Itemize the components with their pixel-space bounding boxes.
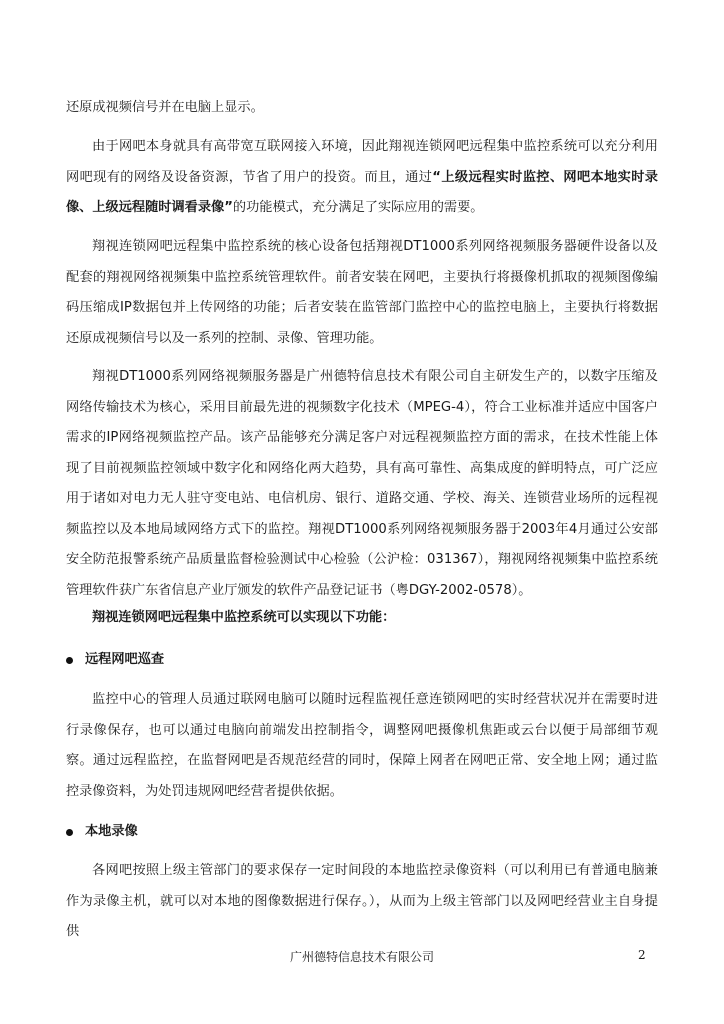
feature-title: 远程网吧巡查 (85, 652, 165, 667)
paragraph-dt1000: 翔视DT1000系列网络视频服务器是广州德特信息技术有限公司自主研发生产的，以数字压缩及网络传输技术为核心，采用目前最先进的视频数字化技术（MPEG-4），符合工业标准并适应中国客户需求的IP网络视频监控产品。该产品能够充分满足客户对远程视频监控方面的需求，在技术性能上体现了目前视频监控领域中数字化和网络化两大趋势，具有高可靠性、高集成度的鲜明特点，可广泛应用于诸如对电力无人驻守变电站、电信机房、银行、道路交通、学校、海关、连锁营业场所的远程视频监控以及本地局域网络方式下的监控。翔视DT1000系列网络视频服务器于2003年4月通过公安部安全防范报警系统产品质量监督检验测试中心检验（公沪检：031367），翔视网络视频集中监控系统管理软件获广东省信息产业厅颁发的软件产品登记证书（粤DGY-2002-0578）。 (66, 369, 658, 598)
paragraph-continuation: 还原成视频信号并在电脑上显示。 (66, 100, 264, 115)
bullet-dot-icon (66, 829, 73, 836)
feature-bullet-remote-patrol (66, 650, 164, 670)
paragraph-bandwidth (66, 132, 658, 224)
paragraph-bandwidth-text-a: 由于网吧本身就具有高带宽互联网接入环境，因此翔视连锁网吧远程集中监控系统可以充分利用网吧现有的网络及设备资源，节省了用户的投资。而且，通过 (66, 139, 658, 185)
feature-body-remote-patrol: 监控中心的管理人员通过联网电脑可以随时远程监视任意连锁网吧的实时经营状况并在需要时进行录像保存，也可以通过电脑向前端发出控制指令，调整网吧摄像机焦距或云台以便于局部细节观察。通过远程监控，在监督网吧是否规范经营的同时，保障上网者在网吧正常、安全地上网；通过监控录像资料，为处罚违规网吧经营者提供依据。 (66, 692, 658, 799)
bullet-dot-icon (66, 657, 73, 664)
features-heading: 翔视连锁网吧远程集中监控系统可以实现以下功能： (92, 610, 396, 625)
paragraph-bandwidth-text-b: 的功能模式，充分满足了实际应用的需要。 (232, 200, 484, 215)
paragraph-core-devices: 翔视连锁网吧远程集中监控系统的核心设备包括翔视DT1000系列网络视频服务器硬件设备以及配套的翔视网络视频集中监控系统管理软件。前者安装在网吧，主要执行将摄像机抓取的视频图像编码压缩成IP数据包并上传网络的功能；后者安装在监管部门监控中心的监控电脑上，主要执行将数据还原成视频信号以及一系列的控制、录像、管理功能。 (66, 239, 658, 346)
footer-company: 广州德特信息技术有限公司 (289, 950, 434, 964)
feature-bullet-local-recording (66, 822, 138, 842)
feature-body-local-recording: 各网吧按照上级主管部门的要求保存一定时间段的本地监控录像资料（可以利用已有普通电脑兼作为录像主机，就可以对本地的图像数据进行保存。），从而为上级主管部门以及网吧经营业主自身提供 (66, 863, 658, 939)
feature-title: 本地录像 (85, 824, 138, 839)
footer-page-number: 2 (638, 948, 646, 962)
paragraph-bandwidth-emphasis: “上级远程实时监控、网吧本地实时录像、上级远程随时调看录像” (66, 169, 658, 215)
